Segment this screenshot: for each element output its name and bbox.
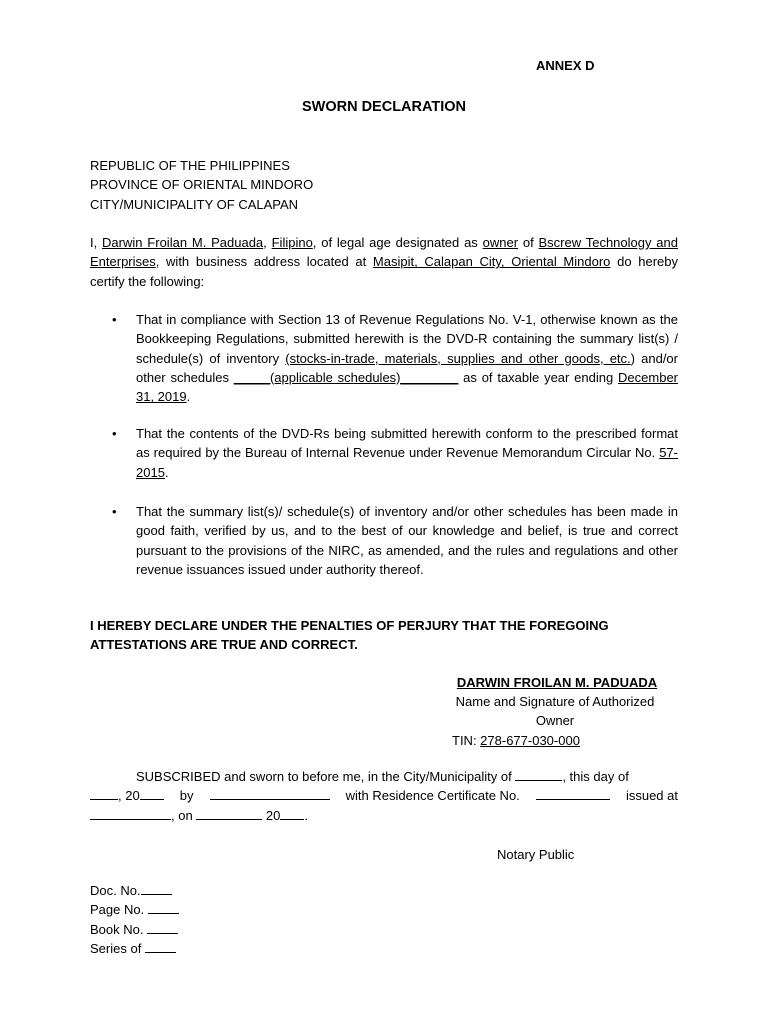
item-text: ) and/or other schedules xyxy=(136,350,678,385)
intro-text: do hereby certify the following: xyxy=(90,254,678,289)
tin-number: 278-677-030-000 xyxy=(480,733,580,748)
jurat-text: , this day of xyxy=(562,769,629,784)
nationality: Filipino xyxy=(271,235,313,250)
jurat-segment xyxy=(90,786,164,805)
intro-text: , with business address located at xyxy=(155,254,373,270)
business-address: Masipit, Calapan City, Oriental Mindoro xyxy=(372,254,611,270)
notarial-registry xyxy=(90,881,179,958)
certification-item-3: • That the summary list(s)/ schedule(s) of inventory and/or other schedules has been made in good faith, verified by us, and to the best of our knowledge and belief, is true and correct pursuant to the provisions of the NIRC, as amended, and the rules and regulations and other revenue issuances issued under authority thereof. xyxy=(90,502,678,579)
page-no-label: Page No. xyxy=(90,902,148,918)
header-line-city: CITY/MUNICIPALITY OF CALAPAN xyxy=(90,196,299,212)
jurat-text: , on xyxy=(171,807,197,823)
item-text: . xyxy=(164,464,169,480)
tin-label: TIN: xyxy=(452,733,481,748)
book-no-line xyxy=(90,920,179,939)
item-text: That in compliance with Section 13 of Revenue Regulations No. V-1, otherwise known as the Bookkeeping Regulations, submitted herewith is the DVD-R containing the summary list(s) / schedule(s) of inventory xyxy=(136,312,678,366)
perjury-declaration: I HEREBY DECLARE UNDER THE PENALTIES OF PERJURY THAT THE FOREGOING ATTESTATIONS ARE TRUE AND CORRECT. xyxy=(90,618,609,653)
blank-residence-certificate[interactable] xyxy=(536,786,610,800)
certification-list xyxy=(90,310,678,406)
certification-item-2 xyxy=(90,424,678,482)
jurat-text: , 20 xyxy=(118,788,140,804)
item-text: as of taxable year ending xyxy=(458,369,619,385)
blank-book-no[interactable] xyxy=(147,920,178,934)
item-text: That the contents of the DVD-Rs being submitted herewith conform to the prescribed format as required by the Bureau of Internal Revenue under Revenue Memorandum Circular No. xyxy=(136,426,678,461)
header-line-republic: REPUBLIC OF THE PHILIPPINES xyxy=(90,158,290,173)
blank-city[interactable] xyxy=(515,767,562,781)
intro-text: , xyxy=(263,235,272,250)
blank-affiant[interactable] xyxy=(210,786,330,800)
annex-label: ANNEX D xyxy=(536,58,595,73)
series-label: Series of xyxy=(90,940,145,956)
book-no-label: Book No. xyxy=(90,921,148,937)
blank-series[interactable] xyxy=(145,939,176,953)
certification-list xyxy=(90,502,678,579)
certification-item-1 xyxy=(90,310,678,406)
intro-text: of xyxy=(518,235,539,250)
doc-no-label: Doc. No. xyxy=(90,883,141,898)
certification-list xyxy=(90,424,678,482)
jurat-text: by xyxy=(179,788,194,804)
jurat-paragraph xyxy=(90,767,678,825)
blank-issued-year[interactable] xyxy=(280,806,304,820)
blank-page-no[interactable] xyxy=(148,900,179,914)
doc-no-line xyxy=(90,881,179,900)
jurat-line-3 xyxy=(90,806,678,825)
signatory-name: DARWIN FROILAN M. PADUADA xyxy=(456,675,658,690)
series-line xyxy=(90,939,179,958)
jurat-text: issued at xyxy=(625,788,678,804)
intro-text: , of legal age designated as xyxy=(312,235,483,250)
tin-line xyxy=(452,731,580,750)
blank-issued-on[interactable] xyxy=(196,806,262,820)
blank-doc-no[interactable] xyxy=(141,881,172,895)
notary-label: Notary Public xyxy=(497,847,575,862)
blank-year[interactable] xyxy=(140,786,164,800)
intro-paragraph xyxy=(90,233,678,291)
jurat-text: 20 xyxy=(262,807,281,823)
taxable-year-end: December 31, 2019 xyxy=(136,369,678,405)
inventory-description: (stocks-in-trade, materials, supplies and other goods, etc. xyxy=(285,350,631,366)
document-title: SWORN DECLARATION xyxy=(301,99,467,115)
jurat-line-1 xyxy=(90,767,678,786)
circular-number: 57-2015 xyxy=(136,445,678,480)
blank-issued-at[interactable] xyxy=(90,806,171,820)
signature-caption: Name and Signature of Authorized Owner xyxy=(455,694,655,729)
jurisdiction-header xyxy=(90,156,678,214)
intro-text: I, xyxy=(90,235,103,250)
blank-day[interactable] xyxy=(90,786,118,800)
jurat-line-2 xyxy=(90,786,678,805)
header-line-province: PROVINCE OF ORIENTAL MINDORO xyxy=(90,177,314,193)
position: owner xyxy=(482,235,519,250)
business-name: Bscrew Technology and Enterprises xyxy=(90,235,678,270)
declarant-name: Darwin Froilan M. Paduada xyxy=(102,235,264,250)
item-text: . xyxy=(186,389,191,405)
jurat-text: SUBSCRIBED and sworn to before me, in the City/Municipality of xyxy=(136,769,516,784)
jurat-text: . xyxy=(304,807,308,823)
jurat-text: with Residence Certificate No. xyxy=(345,788,520,804)
applicable-schedules: _____(applicable schedules)________ xyxy=(233,369,459,385)
page-no-line xyxy=(90,900,179,919)
